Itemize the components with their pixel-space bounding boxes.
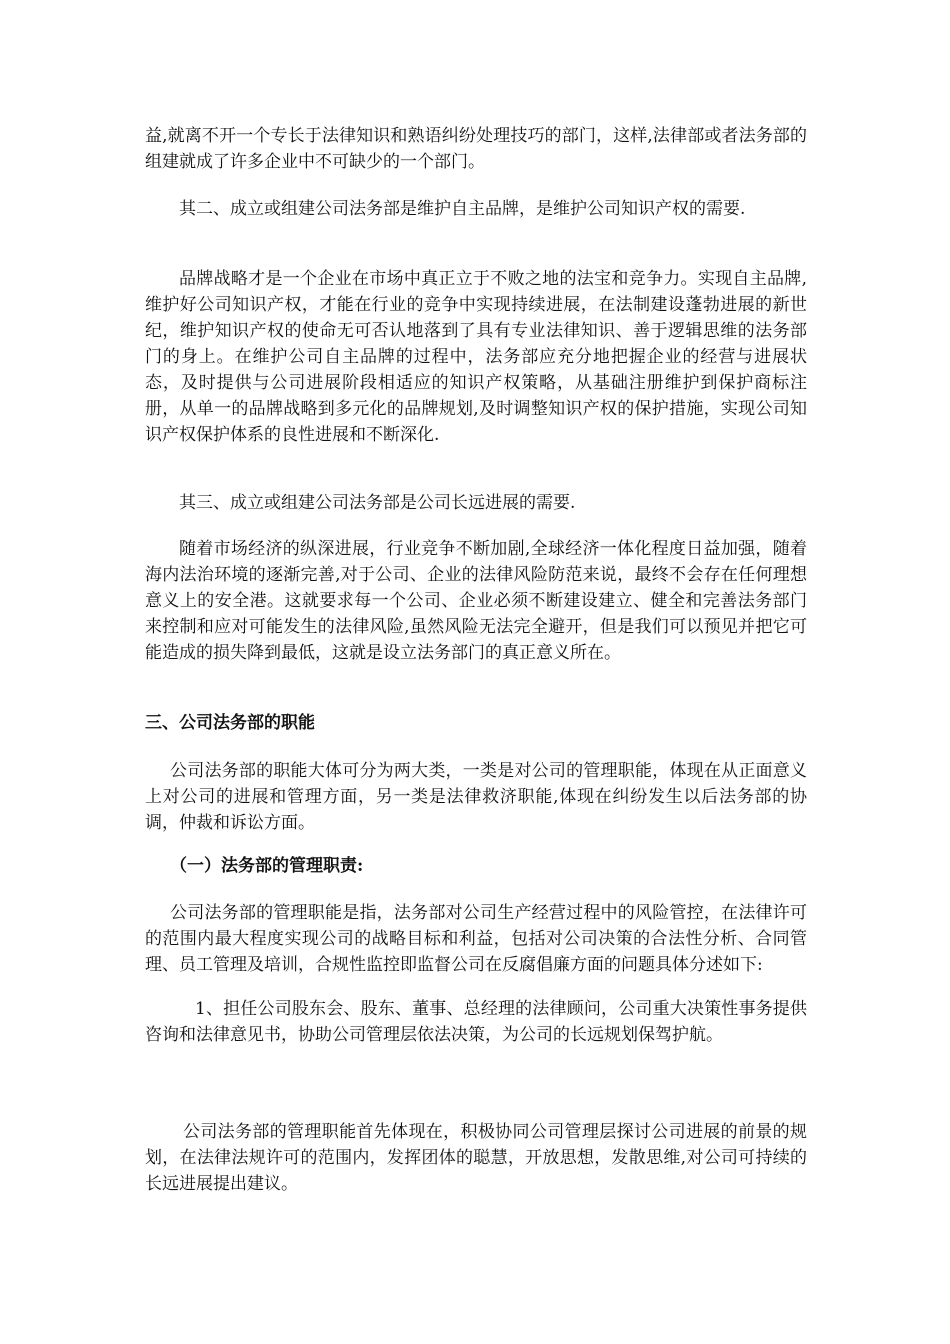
list-item-legal-advisor: 1、担任公司股东会、股东、董事、总经理的法律顾问，公司重大决策性事务提供咨询和法律意见书，协助公司管理层依法决策，为公司的长远规划保驾护航。: [145, 999, 807, 1045]
section-heading-functions: 三、公司法务部的职能: [145, 713, 315, 733]
paragraph-point-two: 其二、成立或组建公司法务部是维护自主品牌，是维护公司知识产权的需要.: [179, 199, 746, 219]
paragraph-continuation: 益,就离不开一个专长于法律知识和熟语纠纷处理技巧的部门，这样,法律部或者法务部的组建就成了许多企业中不可缺少的一个部门。: [145, 126, 807, 172]
paragraph-point-three: 其三、成立或组建公司法务部是公司长远进展的需要.: [179, 493, 576, 513]
paragraph-brand-strategy: 品牌战略才是一个企业在市场中真正立于不败之地的法宝和竞争力。实现自主品牌,维护好公司知识产权，才能在行业的竞争中实现持续进展，在法制建设蓬勃进展的新世纪，维护知识产权的使命无可否认地落到了具有专业法律知识、善于逻辑思维的法务部门的身上。在维护公司自主品牌的过程中，法务部应充分地把握企业的经营与进展状态，及时提供与公司进展阶段相适应的知识产权策略，从基础注册维护到保护商标注册，从单一的品牌战略到多元化的品牌规划,及时调整知识产权的保护措施，实现公司知识产权保护体系的良性进展和不断深化.: [145, 269, 807, 445]
subsection-heading-management-duties: （一）法务部的管理职责:: [170, 856, 364, 876]
paragraph-functions-overview: 公司法务部的职能大体可分为两大类，一类是对公司的管理职能，体现在从正面意义上对公司的进展和管理方面，另一类是法律救济职能,体现在纠纷发生以后法务部的协调，仲裁和诉讼方面。: [145, 761, 807, 833]
paragraph-market-economy: 随着市场经济的纵深进展，行业竞争不断加剧,全球经济一体化程度日益加强，随着海内法治环境的逐渐完善,对于公司、企业的法律风险防范来说，最终不会存在任何理想意义上的安全港。这就要求每一个公司、企业必须不断建设建立、健全和完善法务部门来控制和应对可能发生的法律风险,虽然风险无法完全避开，但是我们可以预见并把它可能造成的损失降到最低，这就是设立法务部门的真正意义所在。: [145, 539, 807, 663]
paragraph-management-first: 公司法务部的管理职能首先体现在，积极协同公司管理层探讨公司进展的前景的规划，在法律法规许可的范围内，发挥团体的聪慧，开放思想，发散思维,对公司可持续的长远进展提出建议。: [145, 1122, 807, 1194]
paragraph-management-functions: 公司法务部的管理职能是指，法务部对公司生产经营过程中的风险管控，在法律许可的范围内最大程度实现公司的战略目标和利益，包括对公司决策的合法性分析、合同管理、员工管理及培训，合规性监控即监督公司在反腐倡廉方面的问题具体分述如下:: [145, 903, 807, 975]
